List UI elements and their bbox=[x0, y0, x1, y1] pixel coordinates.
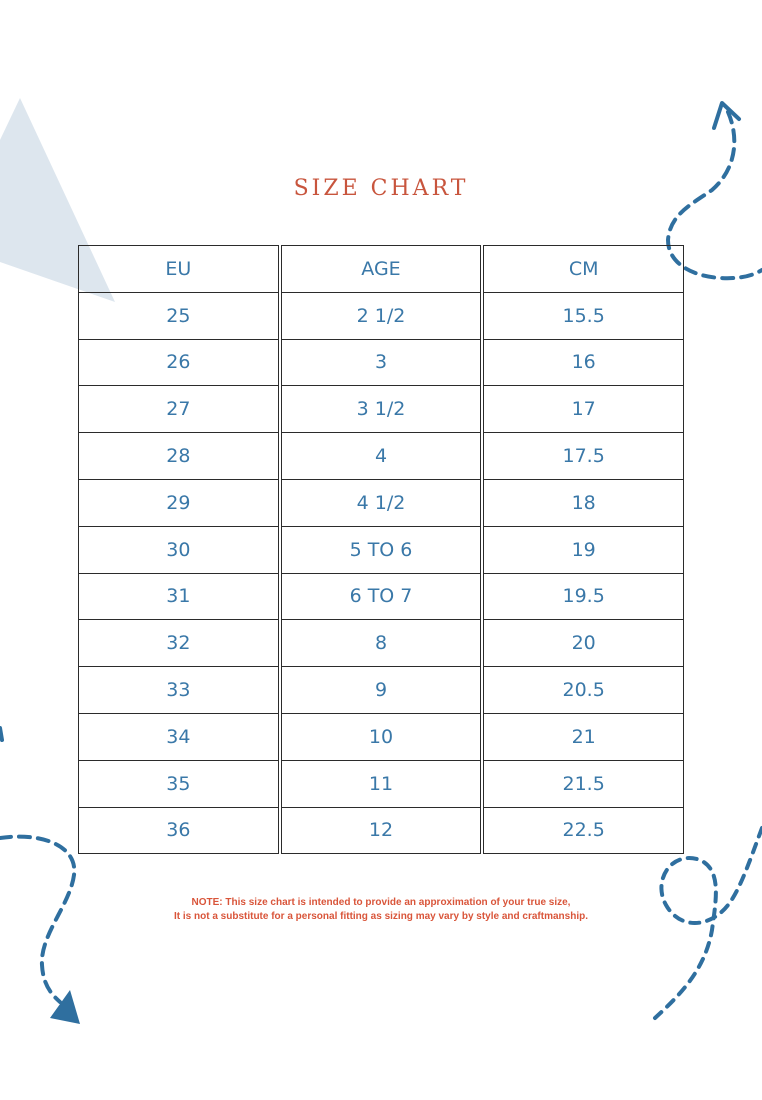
table-row bbox=[78, 527, 684, 574]
arrowhead-bottom-left-icon bbox=[50, 990, 80, 1024]
cell-cm: 16 bbox=[483, 340, 684, 387]
cell-eu: 29 bbox=[78, 480, 279, 527]
cell-cm: 20.5 bbox=[483, 667, 684, 714]
column-header-cm: CM bbox=[483, 245, 684, 293]
cell-eu: 33 bbox=[78, 667, 279, 714]
page-title: SIZE CHART bbox=[293, 176, 469, 201]
cell-eu: 30 bbox=[78, 527, 279, 574]
column-header-eu: EU bbox=[78, 245, 279, 293]
cell-cm: 19 bbox=[483, 527, 684, 574]
table-row bbox=[78, 808, 684, 855]
cell-cm: 20 bbox=[483, 620, 684, 667]
cell-age: 6 TO 7 bbox=[281, 574, 482, 621]
table-row bbox=[78, 761, 684, 808]
cell-eu: 25 bbox=[78, 293, 279, 340]
size-chart-table bbox=[76, 245, 686, 854]
cell-cm: 15.5 bbox=[483, 293, 684, 340]
table-row bbox=[78, 433, 684, 480]
cell-age: 10 bbox=[281, 714, 482, 761]
cell-cm: 21.5 bbox=[483, 761, 684, 808]
table-body bbox=[78, 293, 684, 855]
cell-eu: 28 bbox=[78, 433, 279, 480]
cell-age: 8 bbox=[281, 620, 482, 667]
table-row bbox=[78, 714, 684, 761]
cell-age: 3 bbox=[281, 340, 482, 387]
cell-age: 9 bbox=[281, 667, 482, 714]
cell-age: 11 bbox=[281, 761, 482, 808]
cell-eu: 31 bbox=[78, 574, 279, 621]
cell-cm: 21 bbox=[483, 714, 684, 761]
cell-age: 4 bbox=[281, 433, 482, 480]
table-row bbox=[78, 574, 684, 621]
cell-cm: 17 bbox=[483, 386, 684, 433]
table-row bbox=[78, 620, 684, 667]
cell-cm: 18 bbox=[483, 480, 684, 527]
table-row bbox=[78, 293, 684, 340]
cell-age: 3 1/2 bbox=[281, 386, 482, 433]
cell-eu: 27 bbox=[78, 386, 279, 433]
arrowhead-top-right-icon bbox=[714, 103, 739, 128]
cell-cm: 22.5 bbox=[483, 808, 684, 855]
cell-eu: 34 bbox=[78, 714, 279, 761]
note-line-2: It is not a substitute for a personal fitting as sizing may vary by style and craftmanship. bbox=[174, 911, 588, 922]
note-line-1: NOTE: This size chart is intended to provide an approximation of your true size, bbox=[191, 897, 571, 908]
cell-age: 4 1/2 bbox=[281, 480, 482, 527]
table-row bbox=[78, 480, 684, 527]
table-row bbox=[78, 667, 684, 714]
cell-eu: 35 bbox=[78, 761, 279, 808]
table-header-row bbox=[78, 245, 684, 293]
size-note bbox=[0, 896, 762, 924]
column-header-age: AGE bbox=[281, 245, 482, 293]
cell-age: 5 TO 6 bbox=[281, 527, 482, 574]
cell-eu: 36 bbox=[78, 808, 279, 855]
cell-eu: 26 bbox=[78, 340, 279, 387]
cell-cm: 17.5 bbox=[483, 433, 684, 480]
table-row bbox=[78, 340, 684, 387]
cell-age: 12 bbox=[281, 808, 482, 855]
dashed-mark-left bbox=[0, 728, 2, 740]
cell-eu: 32 bbox=[78, 620, 279, 667]
cell-cm: 19.5 bbox=[483, 574, 684, 621]
table-row bbox=[78, 386, 684, 433]
cell-age: 2 1/2 bbox=[281, 293, 482, 340]
